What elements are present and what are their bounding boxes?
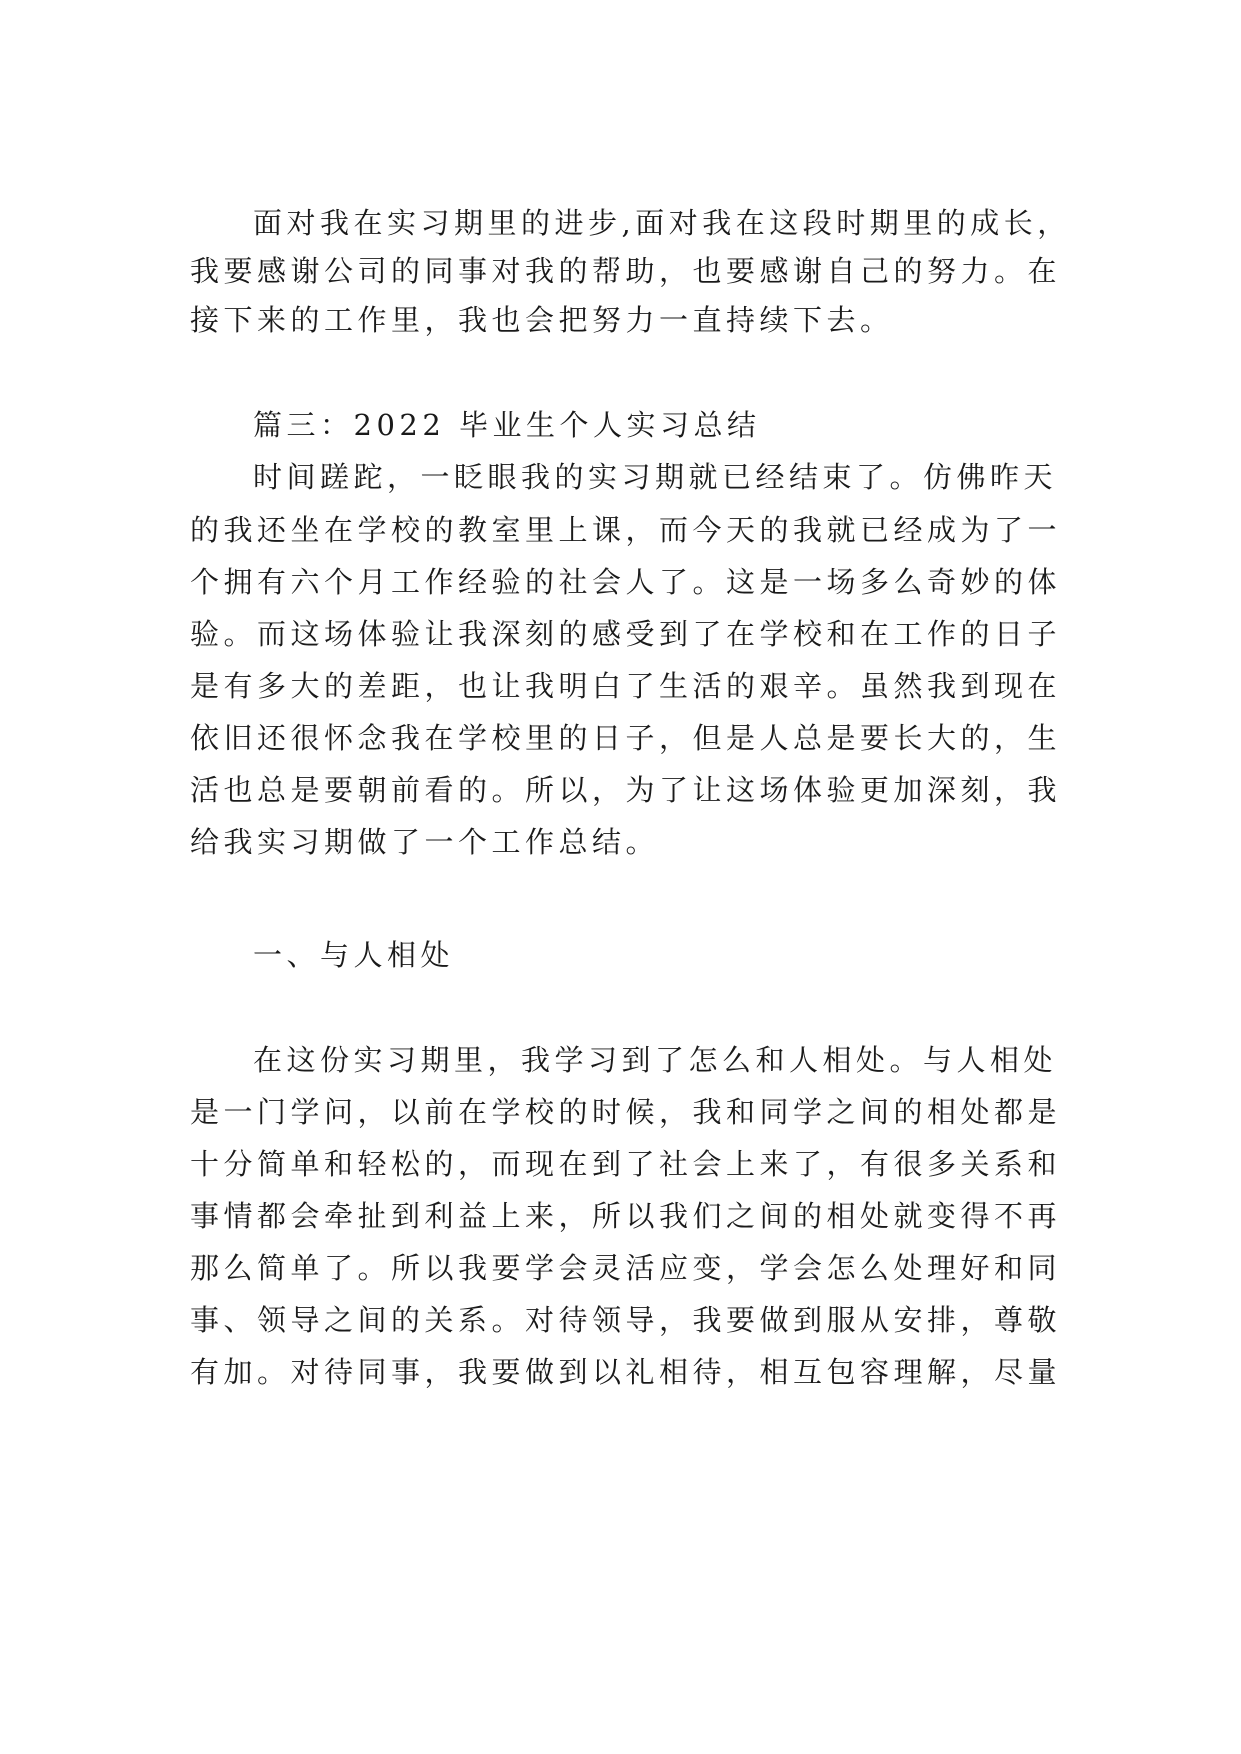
paragraph-3-line-5: 那么简单了。所以我要学会灵活应变，学会怎么处理好和同: [190, 1251, 1062, 1285]
paragraph-3-line-3: 十分简单和轻松的，而现在到了社会上来了，有很多关系和: [190, 1147, 1062, 1181]
subsection-heading: 一、与人相处: [253, 938, 455, 972]
paragraph-1-line-1: 面对我在实习期里的进步,面对我在这段时期里的成长，: [253, 206, 1071, 240]
paragraph-3-line-1: 在这份实习期里，我学习到了怎么和人相处。与人相处: [253, 1043, 1058, 1077]
paragraph-3-line-7: 有加。对待同事，我要做到以礼相待，相互包容理解，尽量: [190, 1355, 1062, 1389]
paragraph-2-line-8: 给我实习期做了一个工作总结。: [190, 825, 660, 859]
paragraph-2-line-7: 活也总是要朝前看的。所以，为了让这场体验更加深刻，我: [190, 773, 1062, 807]
paragraph-2-line-1: 时间蹉跎，一眨眼我的实习期就已经结束了。仿佛昨天: [253, 460, 1058, 494]
paragraph-1-line-3: 接下来的工作里，我也会把努力一直持续下去。: [190, 303, 894, 337]
paragraph-2-line-2: 的我还坐在学校的教室里上课，而今天的我就已经成为了一: [190, 513, 1062, 547]
paragraph-2-line-3: 个拥有六个月工作经验的社会人了。这是一场多么奇妙的体: [190, 565, 1062, 599]
paragraph-2-line-6: 依旧还很怀念我在学校里的日子，但是人总是要长大的，生: [190, 721, 1062, 755]
paragraph-3-line-2: 是一门学问，以前在学校的时候，我和同学之间的相处都是: [190, 1095, 1062, 1129]
paragraph-2-line-4: 验。而这场体验让我深刻的感受到了在学校和在工作的日子: [190, 617, 1062, 651]
paragraph-3-line-4: 事情都会牵扯到利益上来，所以我们之间的相处就变得不再: [190, 1199, 1062, 1233]
paragraph-2-line-5: 是有多大的差距，也让我明白了生活的艰辛。虽然我到现在: [190, 669, 1062, 703]
paragraph-3-line-6: 事、领导之间的关系。对待领导，我要做到服从安排，尊敬: [190, 1303, 1062, 1337]
paragraph-1-line-2: 我要感谢公司的同事对我的帮助，也要感谢自己的努力。在: [190, 254, 1062, 288]
section-heading: 篇三：2022 毕业生个人实习总结: [253, 408, 761, 442]
